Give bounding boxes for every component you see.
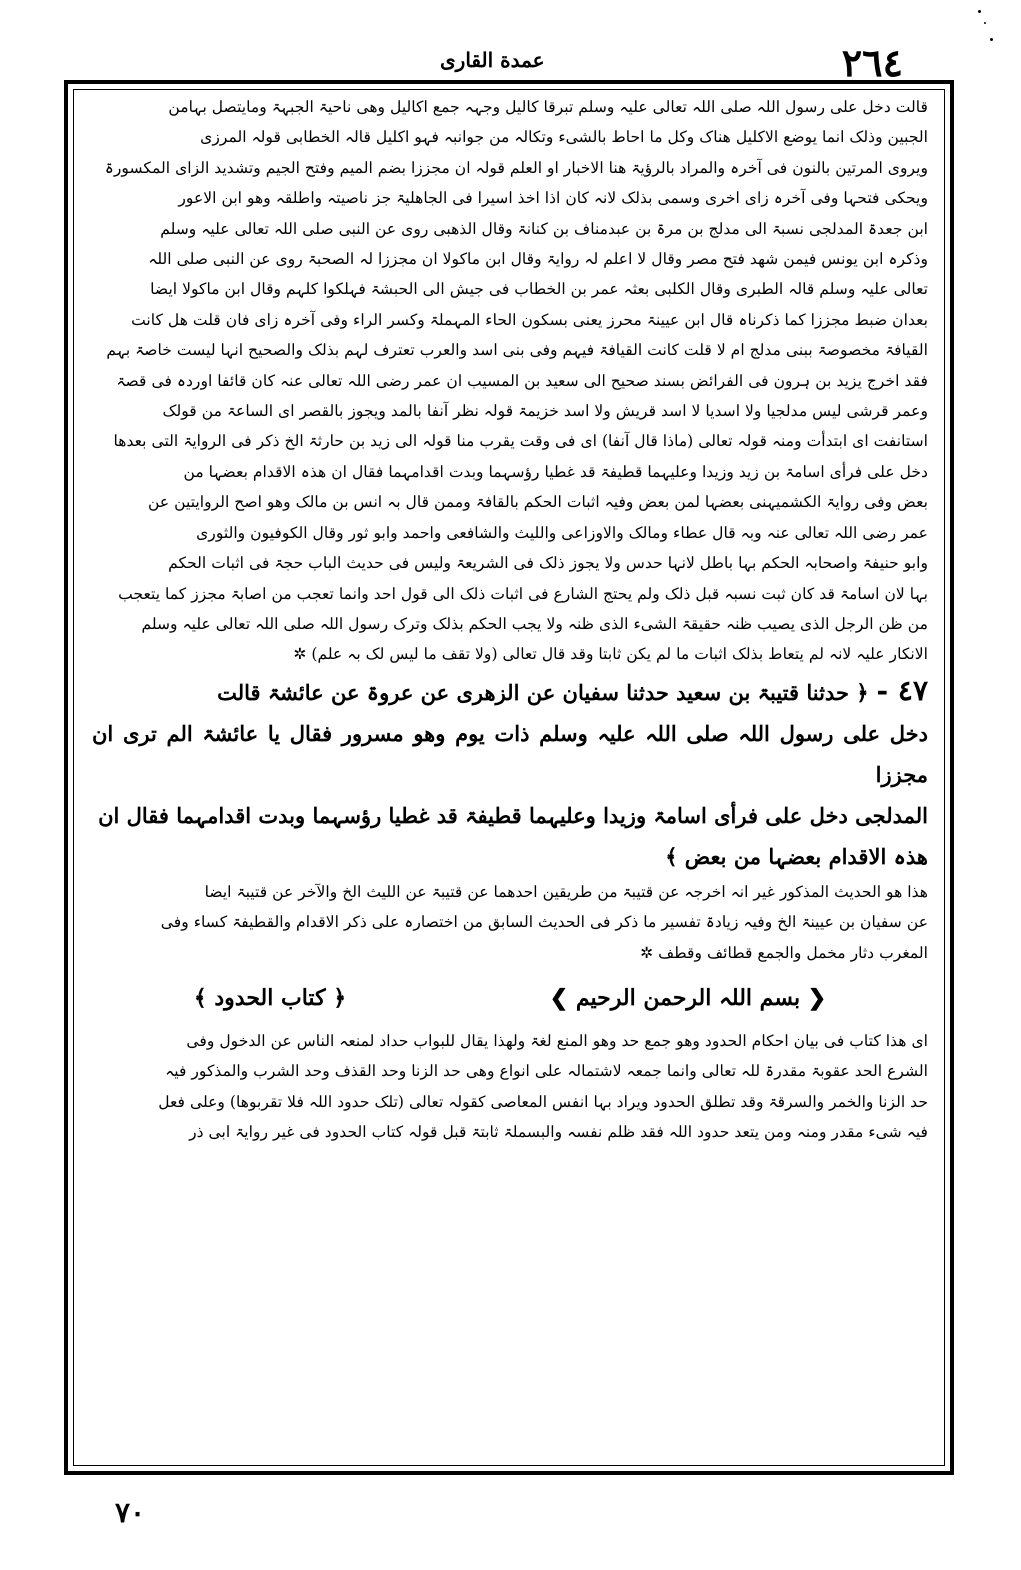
page-body — [92, 92, 928, 1467]
commentary-line: بعض وفی روایۃ الکشمیہنی بعضہا لمن بعض وفیہ اثبات الحکم بالقافۃ وممن قال بہ انس بن مالک وھو اصح الروایتین عن — [148, 493, 928, 512]
section-heading — [92, 972, 928, 1024]
commentary-line: ویحکی فتحہا وفی آخرہ زای اخری وسمی بذلک لانہ کان اذا اخذ اسیرا فی الجاھلیۃ جز ناصیتہ واطلقہ وھو ابن الاعور — [178, 189, 928, 208]
commentary-line: حد الزنا والخمر والسرقۃ وقد تطلق الحدود ویراد بہا انفس المعاصی کقولہ تعالی (تلک حدود اللہ فلا تقربوھا) وعلی فعل — [158, 1092, 928, 1111]
hadith-line: المدلجی دخل علی فرأی اسامۃ وزیدا وعلیہما قطیفۃ قد غطیا رؤسہما وبدت اقدامہما فقال ان — [98, 802, 928, 828]
commentary-line: دخل علی فرأی اسامۃ بن زید وزیدا وعلیہما قطیفۃ قد غطیا رؤسہما وبدت اقدامہما فقال ان ھذہ الاقدام بعضہا من — [183, 462, 928, 481]
commentary-line: وابو حنیفۃ واصحابہ الحکم بہا باطل لانہا حدس ولا یجوز ذلک فی الشریعۃ ولیس فی حدیث الباب حجۃ فی اثبات الحکم — [168, 554, 928, 573]
page-number: ٢٦٤ — [841, 40, 903, 85]
commentary-line: المغرب دثار مخمل والجمع قطائف وقطف ✲ — [640, 943, 928, 962]
commentary-line: ھذا ھو الحدیث المذکور غیر انہ اخرجہ عن قتیبۃ من طریقین احدھما عن قتیبۃ عن اللیث الخ والآخر عن قتیبۃ ایضا — [204, 882, 928, 901]
commentary-middle — [92, 877, 928, 968]
commentary-line: ویروی المرتین بالنون فی آخرہ والمراد بالرؤیۃ ھنا الاخبار او العلم قولہ ان مجززا بضم المیم وفتح الجیم وتشدید الزای المکسورۃ — [104, 158, 928, 177]
commentary-top — [92, 92, 928, 670]
commentary-line: عن سفیان بن عیینۃ الخ وفیہ زیادۃ تفسیر ما ذکر فی الحدیث السابق من اختصارہ علی ذکر الاقدام والقطیفۃ کساء وفی — [160, 913, 928, 932]
commentary-line: فیہ شیء مقدر ومنہ ومن یتعد حدود اللہ فقد ظلم نفسہ والبسملۃ ثابتۃ قبل قولہ کتاب الحدود فی غیر روایۃ ابی ذر — [189, 1123, 928, 1142]
commentary-line: وذکرہ ابن یونس فیمن شھد فتح مصر وقال لا اعلم لہ روایۃ وقال ابن ماکولا ان مجززا لہ الصحبۃ روی عن النبی صلی اللہ — [148, 250, 928, 269]
print-speck — [984, 22, 986, 24]
commentary-bottom — [92, 1026, 928, 1148]
running-title: عمدة القاری — [440, 48, 545, 72]
hadith-line-text: ﴿ حدثنا قتیبۃ بن سعید حدثنا سفیان عن الزھری عن عروۃ عن عائشۃ قالت — [217, 679, 869, 705]
hadith-number: ٤٧ - — [876, 673, 928, 707]
commentary-line: فقد اخرج یزید بن ہرون فی الفرائض بسند صحیح الی سعید بن المسیب ان عمر رضی اللہ تعالی عنہ کان قائفا اوردہ فی قصۃ — [116, 371, 928, 390]
commentary-line: ابن جعدۃ المدلجی نسبۃ الی مدلج بن مرۃ بن عبدمناف بن کنانۃ وقال الذھبی روی عن النبی صلی اللہ تعالی علیہ وسلم — [160, 219, 928, 238]
ornament-icon: ❯ — [549, 984, 569, 1011]
commentary-line: قالت دخل علی رسول اللہ صلی اللہ تعالی علیہ وسلم تبرقا کالیل وجہہ جمع اکالیل وھی ناحیۃ الجبہۃ ومایتصل بہامن — [168, 98, 928, 116]
commentary-line: الانکار علیہ لانہ لم یتعاط بذلک اثبات ما لم یکن ثابتا وقد قال تعالی (ولا تقف ما لیس لک بہ علم) ✲ — [293, 645, 928, 664]
hadith-line: دخل علی رسول اللہ صلی اللہ علیہ وسلم ذات یوم وھو مسرور فقال یا عائشۃ الم تری ان مجززا — [92, 720, 928, 787]
hadith-text — [92, 670, 928, 877]
commentary-line: الشرع الحد عقوبۃ مقدرۃ للہ تعالی وانما جمعہ لاشتمالہ علی انواع وھی حد الزنا وحد القذف وحد الشرب والمذکور فیہ — [165, 1062, 928, 1081]
print-speck — [978, 10, 981, 13]
commentary-line: ای ھذا کتاب فی بیان احکام الحدود وھو جمع حد وھو المنع لغۃ ولھذا یقال للبواب حداد لمنعہ الناس عن الدخول وفی — [186, 1031, 928, 1050]
commentary-line: وعمر قرشی لیس مدلجیا ولا اسدیا لا اسد قریش ولا اسد خزیمۃ قولہ نظر آنفا بالمد ویجوز بالقصر ای الساعۃ من قولک — [162, 402, 928, 421]
page-header — [0, 38, 1021, 86]
print-speck — [990, 38, 993, 41]
commentary-line: بعدان ضبط مجززا کما ذکرناہ قال ابن عیینۃ محرز یعنی بسکون الحاء المہملۃ وکسر الراء وفی آخرہ زای فان قلت ھل کانت — [131, 310, 928, 329]
commentary-line: من ظن الرجل الذی یصیب ظنہ حقیقۃ الشیء الذی ظنہ ولا یجب الحکم بذلک وترک رسول اللہ صلی اللہ تعالی علیہ وسلم — [141, 614, 928, 633]
commentary-line: الجبین وذلک انما یوضع الاکلیل ھناک وکل ما احاط بالشیء وتکالہ من جوانبہ فہو اکلیل قالہ الخطابی قولہ المرزی — [200, 128, 928, 147]
signature-number: ٧٠ — [115, 1496, 146, 1529]
hadith-line: ھذہ الاقدام بعضہا من بعض ﴾ — [665, 843, 928, 869]
book-title: ﴿ کتاب الحدود ﴾ — [193, 984, 347, 1011]
commentary-line: عمر رضی اللہ تعالی عنہ وبہ قال عطاء ومالک والاوزاعی واللیث والشافعی واحمد وابو ثور وقال الکوفیون والثوری — [196, 523, 928, 542]
commentary-line: بہا لان اسامۃ قد کان ثبت نسبہ قبل ذلک ولم یحتج الشارع فی اثبات ذلک الی قول احد وانما تعجب من اصابۃ مجزز کما یتعجب — [118, 584, 928, 603]
commentary-line: تعالی علیہ وسلم قالہ الطبری وقال الکلبی بعثہ عمر بن الخطاب فی جیش الی الحبشۃ فہلکوا کلہم وقال ابن ماکولا ایضا — [150, 280, 928, 299]
ornament-icon: ❮ — [807, 984, 827, 1011]
basmala — [550, 985, 826, 1011]
commentary-line: القیافۃ مخصوصۃ ببنی مدلج ام لا قلت کانت القیافۃ فیہم وفی بنی اسد والعرب تعترف لہم بذلک والصحیح انہا لیست خاصۃ بہم — [106, 341, 928, 360]
hadith-line — [92, 670, 928, 713]
commentary-line: استانفت ای ابتدأت ومنہ قولہ تعالی (ماذا قال آنفا) ای فی وقت یقرب منا قولہ الی زید بن حارثۃ الخ ذکر فی الروایۃ التی بعدھا — [113, 432, 928, 451]
basmala-text: بسم اللہ الرحمن الرحیم — [575, 984, 801, 1011]
